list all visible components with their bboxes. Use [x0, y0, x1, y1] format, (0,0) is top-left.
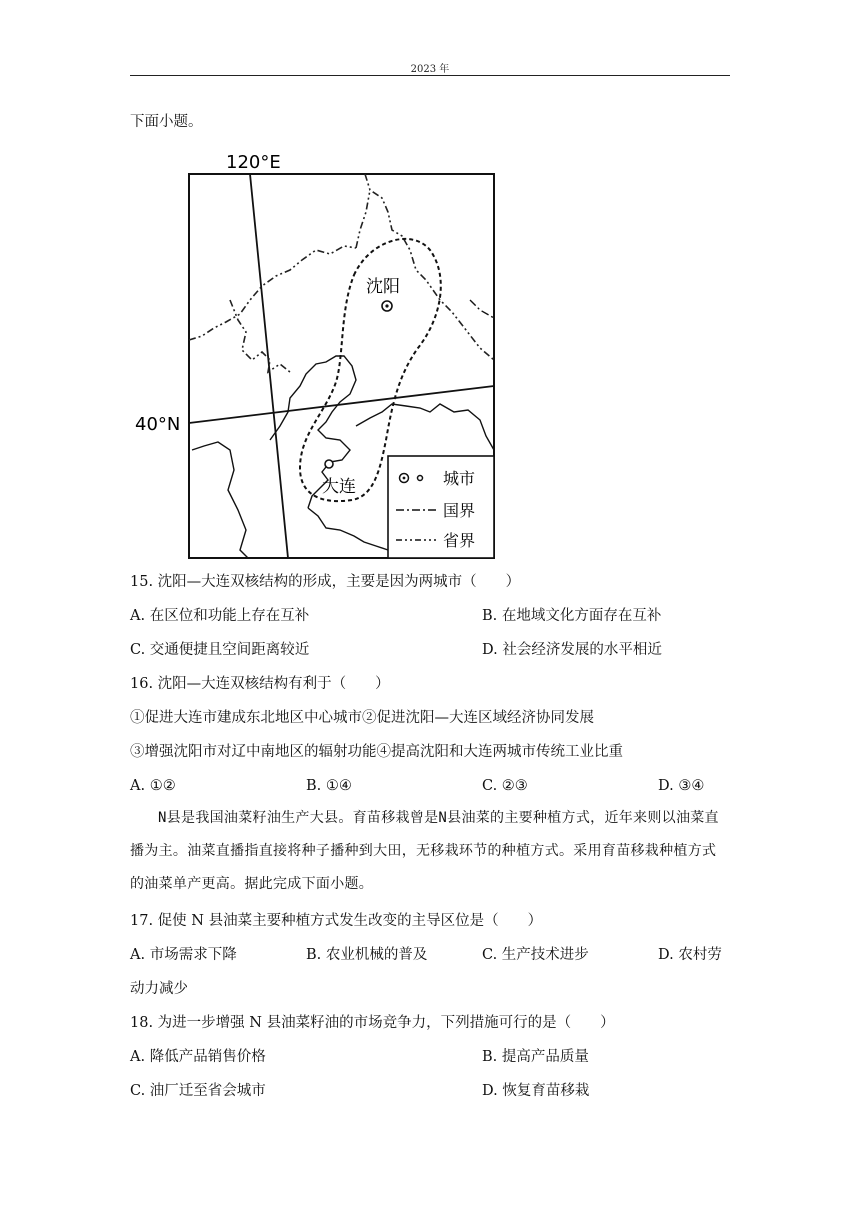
q15-stem: 15. 沈阳—大连双核结构的形成，主要是因为两城市（ ）	[130, 574, 521, 590]
header-divider	[130, 75, 730, 76]
q18-option-d: D. 恢复育苗移栽	[482, 1083, 590, 1099]
q15-option-b: B. 在地域文化方面存在互补	[482, 608, 662, 624]
q17-option-d: D. 农村劳	[658, 947, 722, 963]
legend-city-label: 城市	[443, 469, 476, 488]
latitude-label: 40°N	[135, 414, 181, 435]
q17-option-b: B. 农业机械的普及	[306, 947, 428, 963]
q16-option-b: B. ①④	[306, 778, 352, 794]
dalian-city-marker	[325, 460, 333, 468]
q17-stem: 17. 促使 N 县油菜主要种植方式发生改变的主导区位是（ ）	[130, 913, 543, 929]
q16-stem: 16. 沈阳—大连双核结构有利于（ ）	[130, 676, 390, 692]
longitude-label: 120°E	[226, 152, 281, 173]
q17-option-d-continued: 动力减少	[130, 981, 188, 997]
dalian-label: 大连	[322, 477, 356, 497]
q17-option-a: A. 市场需求下降	[130, 947, 237, 963]
region-map	[130, 150, 500, 562]
q16-statement-line-1: ①促进大连市建成东北地区中心城市②促进沈阳—大连区域经济协同发展	[130, 710, 594, 726]
material-passage: N县是我国油菜籽油生产大县。育苗移栽曾是N县油菜的主要种植方式，近年来则以油菜直播为主。油菜直播指直接将种子播种到大田，无移栽环节的种植方式。采用育苗移栽种植方式的油菜单产更高。据此完成下面小题。	[130, 810, 719, 892]
q15-option-a: A. 在区位和功能上存在互补	[130, 608, 310, 624]
legend-provincial-border-label: 省界	[443, 531, 476, 550]
q18-option-a: A. 降低产品销售价格	[130, 1049, 266, 1065]
legend-national-border-label: 国界	[443, 501, 476, 520]
q16-option-c: C. ②③	[482, 778, 528, 794]
q18-stem: 18. 为进一步增强 N 县油菜籽油的市场竞争力，下列措施可行的是（ ）	[130, 1015, 615, 1031]
shenyang-label: 沈阳	[366, 277, 400, 297]
q16-statement-line-2: ③增强沈阳市对辽中南地区的辐射功能④提高沈阳和大连两城市传统工业比重	[130, 744, 623, 760]
intro-tail: 下面小题。	[130, 114, 203, 130]
q18-option-b: B. 提高产品质量	[482, 1049, 589, 1065]
q17-option-c: C. 生产技术进步	[482, 947, 589, 963]
q18-option-c: C. 油厂迁至省会城市	[130, 1083, 266, 1099]
q16-option-d: D. ③④	[658, 778, 705, 794]
page-header: 2023 年	[410, 64, 450, 75]
q16-option-a: A. ①②	[130, 778, 176, 794]
q15-option-c: C. 交通便捷且空间距离较近	[130, 642, 310, 658]
legend-box	[388, 456, 494, 558]
q15-option-d: D. 社会经济发展的水平相近	[482, 642, 662, 658]
